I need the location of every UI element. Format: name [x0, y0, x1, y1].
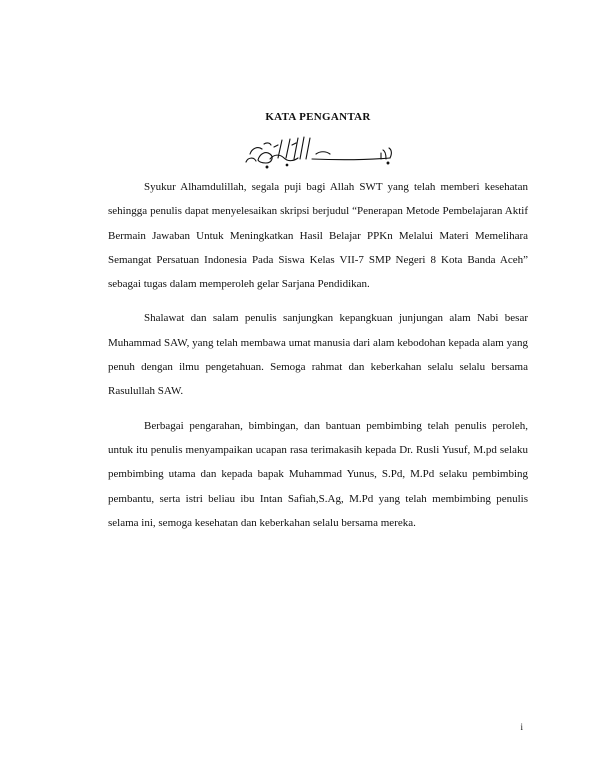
paragraph-shalawat: Shalawat dan salam penulis sanjungkan kepangkuan junjungan alam Nabi besar Muhammad SAW, yang telah membawa umat manusia dari alam kebodohan kepada alam yang penuh dengan ilmu pengetahuan. Semoga rahmat dan keberkahan selalu selalu bersama Rasulullah SAW. — [108, 312, 528, 398]
paragraph-acknowledgements: Berbagai pengarahan, bimbingan, dan bantuan pembimbing telah penulis peroleh, untuk itu penulis menyampaikan ucapan rasa terimakasih kepada Dr. Rusli Yusuf, M.pd selaku pembimbing utama dan kepada bapak Muhammad Yunus, S.Pd, M.Pd selaku pembimbing pembantu, serta istri beliau ibu Intan Safiah,S.Ag, M.Pd yang telah membimbing penulis selama ini, semoga kesehatan dan keberkahan selalu bersama mereka. — [108, 419, 528, 529]
paragraph-gratitude: Syukur Alhamdulillah, segala puji bagi Allah SWT yang telah memberi kesehatan sehingga penulis dapat menyelesaikan skripsi berjudul “Penerapan Metode Pembelajaran Aktif Bermain Jawaban Untuk Meningkatkan Hasil Belajar PPKn Melalui Materi Memelihara Semangat Persatuan Indonesia Pada Siswa Kelas VII-7 SMP Negeri 8 Kota Banda Aceh” sebagai tugas dalam memperoleh gelar Sarjana Pendidikan. — [108, 181, 528, 291]
basmala-calligraphy-image — [240, 132, 400, 172]
body-text — [108, 175, 528, 535]
page-title: KATA PENGANTAR — [265, 111, 371, 123]
page-number: i — [520, 722, 523, 732]
